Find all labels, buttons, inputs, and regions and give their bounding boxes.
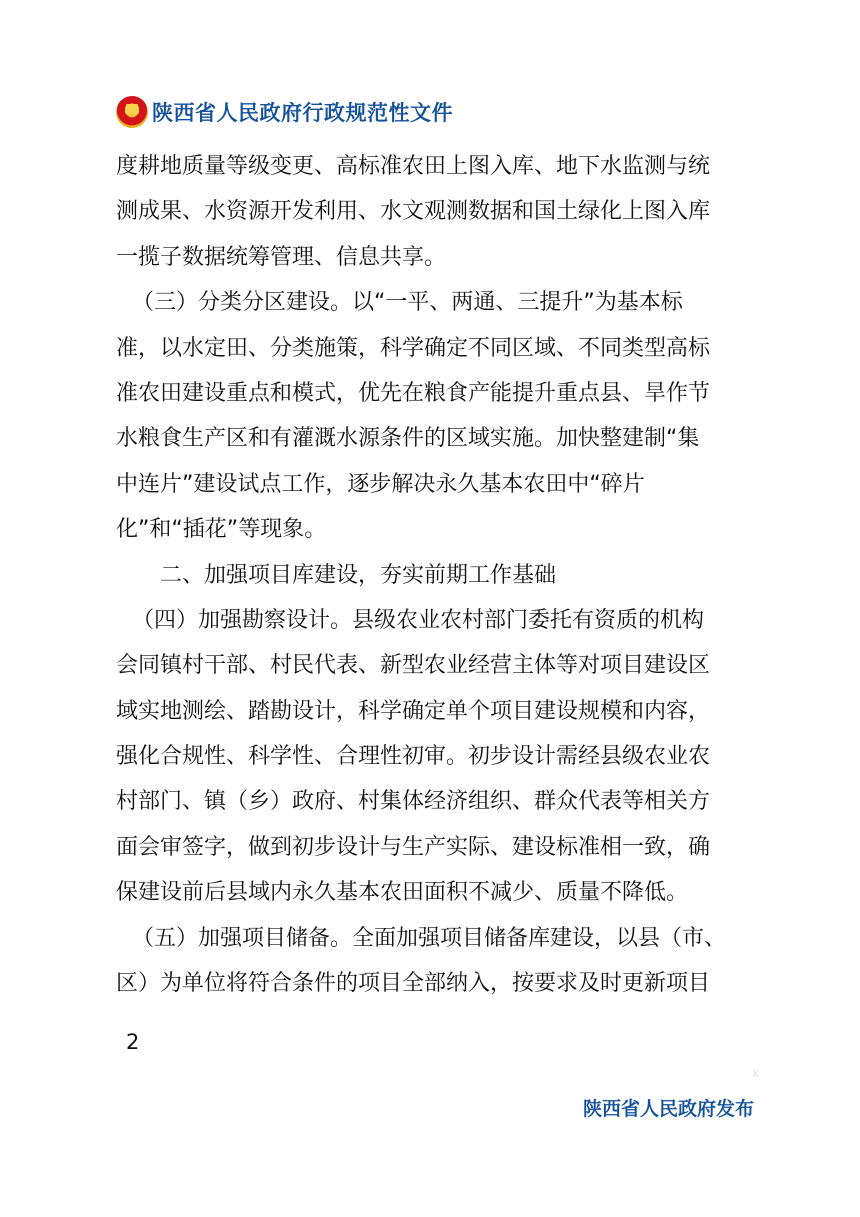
section-5-heading-line: （五）加强项目储备。全面加强项目储备库建设，以县（市、	[132, 925, 727, 951]
national-emblem-icon	[116, 96, 148, 128]
document-header	[116, 92, 453, 132]
body-line: 水粮食生产区和有灌溉水源条件的区域实施。加快整建制“集	[116, 426, 700, 452]
page-number: 2	[126, 1030, 140, 1054]
body-line: 准农田建设重点和模式，优先在粮食产能提升重点县、旱作节	[116, 380, 711, 406]
body-line: 强化合规性、科学性、合理性初审。初步设计需经县级农业农	[116, 744, 711, 770]
section-3-heading-line: （三）分类分区建设。以“一平、两通、三提升”为基本标	[132, 290, 683, 316]
body-line: 测成果、水资源开发利用、水文观测数据和国土绿化上图入库	[116, 199, 711, 225]
body-line: 区）为单位将符合条件的项目全部纳入，按要求及时更新项目	[116, 971, 711, 997]
close-icon[interactable]: x	[752, 1066, 760, 1080]
body-line: 会同镇村干部、村民代表、新型农业经营主体等对项目建设区	[116, 653, 711, 679]
body-line: 中连片”建设试点工作，逐步解决永久基本农田中“碎片	[116, 471, 645, 497]
body-line: 域实地测绘、踏勘设计，科学确定单个项目建设规模和内容，	[116, 698, 711, 724]
footer-publisher: 陕西省人民政府发布	[582, 1098, 754, 1120]
document-body	[116, 144, 756, 1006]
body-line: 度耕地质量等级变更、高标准农田上图入库、地下水监测与统	[116, 154, 711, 179]
body-line: 一揽子数据统筹管理、信息共享。	[116, 244, 447, 270]
section-4-heading-line: （四）加强勘察设计。县级农业农村部门委托有资质的机构	[132, 607, 705, 633]
header-title: 陕西省人民政府行政规范性文件	[152, 101, 453, 125]
body-line: 准，以水定田、分类施策，科学确定不同区域、不同类型高标	[116, 335, 711, 361]
body-line: 村部门、镇（乡）政府、村集体经济组织、群众代表等相关方	[116, 789, 711, 815]
chapter-2-heading: 二、加强项目库建设，夯实前期工作基础	[160, 562, 557, 588]
body-line: 化”和“插花”等现象。	[116, 517, 327, 543]
body-line: 面会审签字，做到初步设计与生产实际、建设标准相一致，确	[116, 834, 711, 860]
body-line: 保建设前后县域内永久基本农田面积不减少、质量不降低。	[116, 880, 689, 906]
